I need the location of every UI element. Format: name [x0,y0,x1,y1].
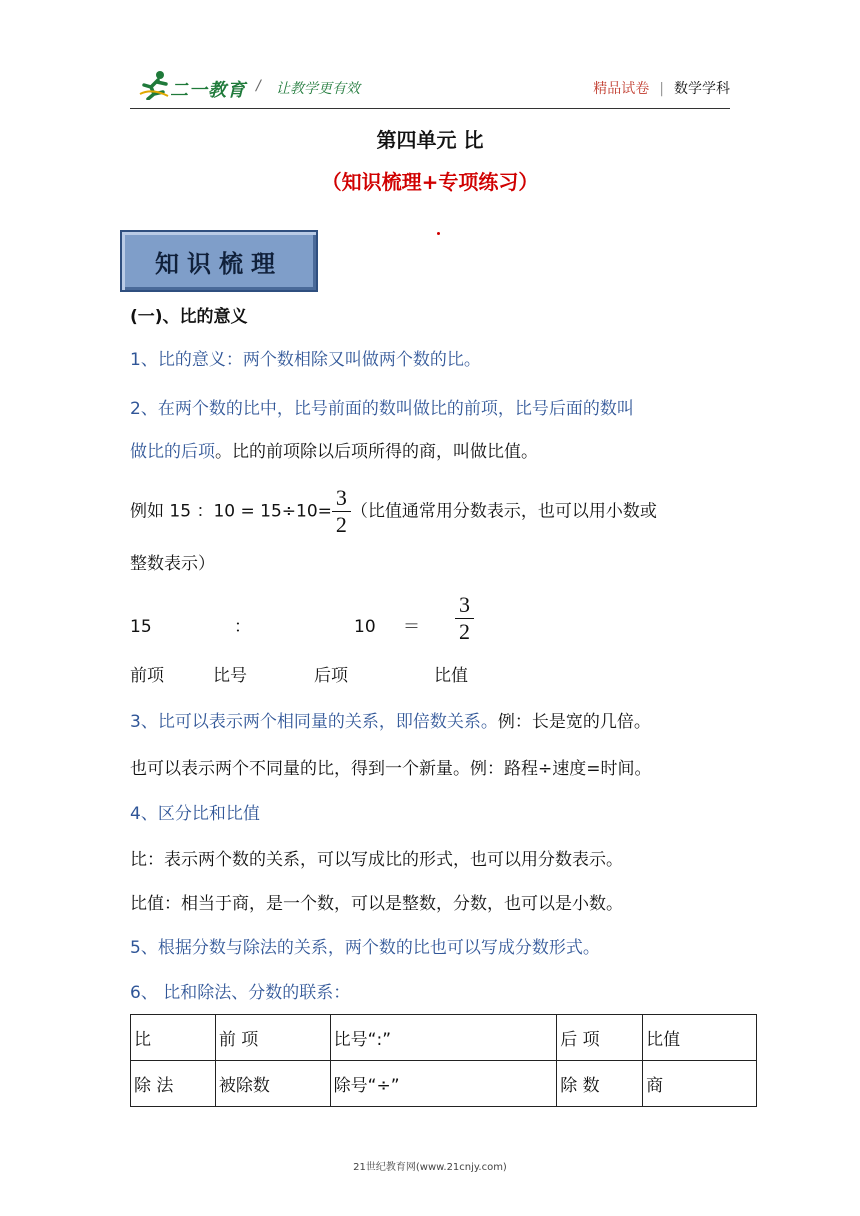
header-slogan: 让教学更有效 [276,81,360,97]
example-fraction [332,485,351,538]
example-line2: 整数表示） [130,554,215,574]
label-sign: 比号 [213,666,247,686]
section-heading: (一)、比的意义 [130,307,248,327]
header-slash: / [256,78,261,94]
table-row [131,1061,757,1107]
ratio-equals: ＝ [403,617,420,637]
point-3-line1 [130,709,651,735]
table-row [131,1015,757,1061]
point-2-rest: 。比的前项除以后项所得的商，叫做比值。 [215,442,538,462]
point-2-line2 [130,439,538,465]
section-banner [120,230,318,292]
table-cell: 比值 [643,1015,757,1061]
ratio-denominator: 2 [459,619,470,644]
ratio-front: 15 [130,617,152,637]
table-cell: 比号“:” [330,1015,557,1061]
ratio-numerator: 3 [455,592,474,619]
ratio-colon: ： [234,617,251,637]
point-2-blue: 做比的后项 [130,442,215,462]
point-3-blue: 3、比可以表示两个相同量的关系，即倍数关系。 [130,712,498,732]
example-line [130,485,657,538]
header-separator: | [659,81,664,97]
table-cell: 商 [643,1061,757,1107]
ratio-back: 10 [354,617,376,637]
point-5: 5、根据分数与除法的关系，两个数的比也可以写成分数形式。 [130,938,600,958]
point-4-ratio: 比：表示两个数的关系，可以写成比的形式，也可以用分数表示。 [130,850,623,870]
red-dot [437,232,440,235]
table-cell: 后 项 [557,1015,643,1061]
page-subtitle: （知识梳理+专项练习） [321,170,539,194]
table-cell: 前 项 [215,1015,330,1061]
example-suffix: （比值通常用分数表示，也可以用小数或 [350,501,657,522]
table-cell: 除 数 [557,1061,643,1107]
header-category: 精品试卷 [593,81,650,97]
label-value: 比值 [434,666,468,686]
point-4: 4、区分比和比值 [130,804,260,824]
section-banner-label: 知识梳理 [155,249,283,278]
runner-logo-icon [138,70,172,100]
table-cell: 除 法 [131,1061,216,1107]
comparison-table [130,1014,757,1107]
page-footer: 21世纪教育网(www.21cnjy.com) [353,1162,507,1173]
example-numerator: 3 [332,485,351,512]
point-3-rest: 例：长是宽的几倍。 [497,712,651,732]
table-cell: 比 [131,1015,216,1061]
ratio-fraction [455,592,474,645]
point-1: 1、比的意义：两个数相除又叫做两个数的比。 [130,350,481,370]
header-subject: 数学学科 [674,81,730,97]
table-cell: 除号“÷” [330,1061,557,1107]
header-rule [130,108,730,109]
header-right [593,78,730,98]
logo-text: 二一教育 [170,80,246,101]
point-3-line2: 也可以表示两个不同量的比，得到一个新量。例：路程÷速度=时间。 [130,759,652,779]
example-denominator: 2 [335,512,347,537]
page-title: 第四单元 比 [376,128,484,152]
point-2-line1: 2、在两个数的比中，比号前面的数叫做比的前项，比号后面的数叫 [130,399,634,419]
label-front: 前项 [130,666,164,686]
example-prefix: 例如 15 ：10 = 15÷10= [130,501,332,522]
table-cell: 被除数 [215,1061,330,1107]
point-4-value: 比值：相当于商，是一个数，可以是整数，分数，也可以是小数。 [130,894,623,914]
point-6: 6、 比和除法、分数的联系： [130,983,351,1003]
label-back: 后项 [314,666,348,686]
